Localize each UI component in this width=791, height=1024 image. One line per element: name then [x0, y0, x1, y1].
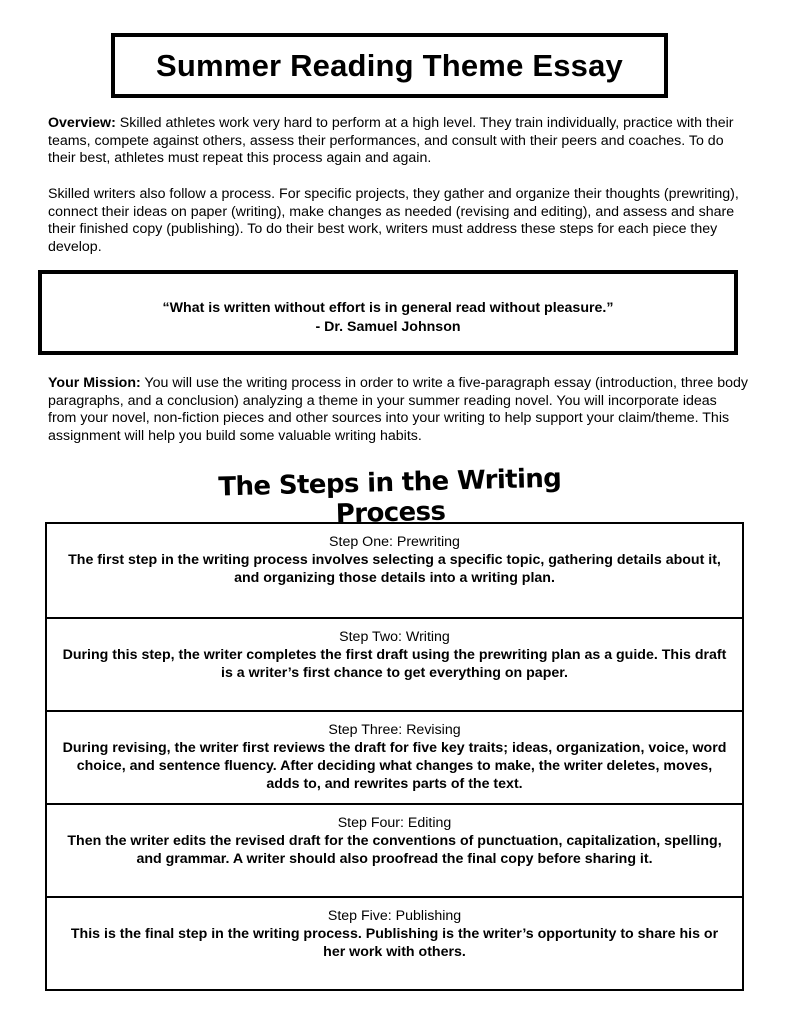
step-title: Step Five: Publishing [327, 908, 462, 924]
step-writing [47, 617, 742, 710]
step-body: During revising, the writer first reviews the draft for five key traits; ideas, organization, voice, word choice, and sentence fluency. After deciding what changes to make, the writer deletes, moves, adds to, and rewrites parts of the text. [62, 740, 727, 792]
quote-text: “What is written without effort is in general read without pleasure.” [162, 300, 614, 316]
title-box [111, 33, 668, 98]
step-revising [47, 710, 742, 803]
overview-text: Skilled athletes work very hard to perform at a high level. They train individually, practice with their teams, compete against others, assess their performances, and consult with their peers and coaches. To do their best, athletes must repeat this process again and again. [48, 115, 734, 167]
quote-box [38, 270, 738, 355]
step-title: Step One: Prewriting [329, 534, 460, 550]
page-title: Summer Reading Theme Essay [156, 47, 623, 83]
step-publishing [47, 896, 742, 989]
step-title: Step Four: Editing [337, 815, 452, 831]
steps-heading: The Steps in the Writing Process [217, 463, 562, 530]
step-body: This is the final step in the writing process. Publishing is the writer’s opportunity to share his or her work with others. [70, 926, 719, 960]
step-title: Step Three: Revising [328, 722, 461, 738]
overview-paragraph [48, 115, 748, 168]
step-body: The first step in the writing process involves selecting a specific topic, gathering details about it, and organizing those details into a writing plan. [68, 552, 721, 586]
mission-text: You will use the writing process in order to write a five-paragraph essay (introduction, three body paragraphs, and a conclusion) analyzing a theme in your summer reading novel. You will incorporate ideas from your novel, non-fiction pieces and other sources into your writing to help support your claim/theme. This assignment will help you build some valuable writing habits. [48, 375, 748, 444]
step-editing [47, 803, 742, 896]
step-body: Then the writer edits the revised draft for the conventions of punctuation, capitalization, spelling, and grammar. A writer should also proofread the final copy before sharing it. [67, 833, 722, 867]
skilled-writers-paragraph: Skilled writers also follow a process. For specific projects, they gather and organize their thoughts (prewriting), connect their ideas on paper (writing), make changes as needed (revising and editing), and assess and share their finished copy (publishing). To do their best work, writers must address these steps for each piece they develop. [48, 186, 739, 255]
steps-table [45, 522, 744, 991]
step-title: Step Two: Writing [339, 629, 450, 645]
mission-paragraph [48, 375, 748, 445]
quote-attribution: - Dr. Samuel Johnson [315, 319, 461, 335]
step-prewriting [47, 524, 742, 617]
overview-label: Overview: [48, 115, 116, 131]
step-body: During this step, the writer completes the first draft using the prewriting plan as a guide. This draft is a writer’s first chance to get everything on paper. [62, 647, 727, 681]
mission-label: Your Mission: [48, 375, 141, 391]
